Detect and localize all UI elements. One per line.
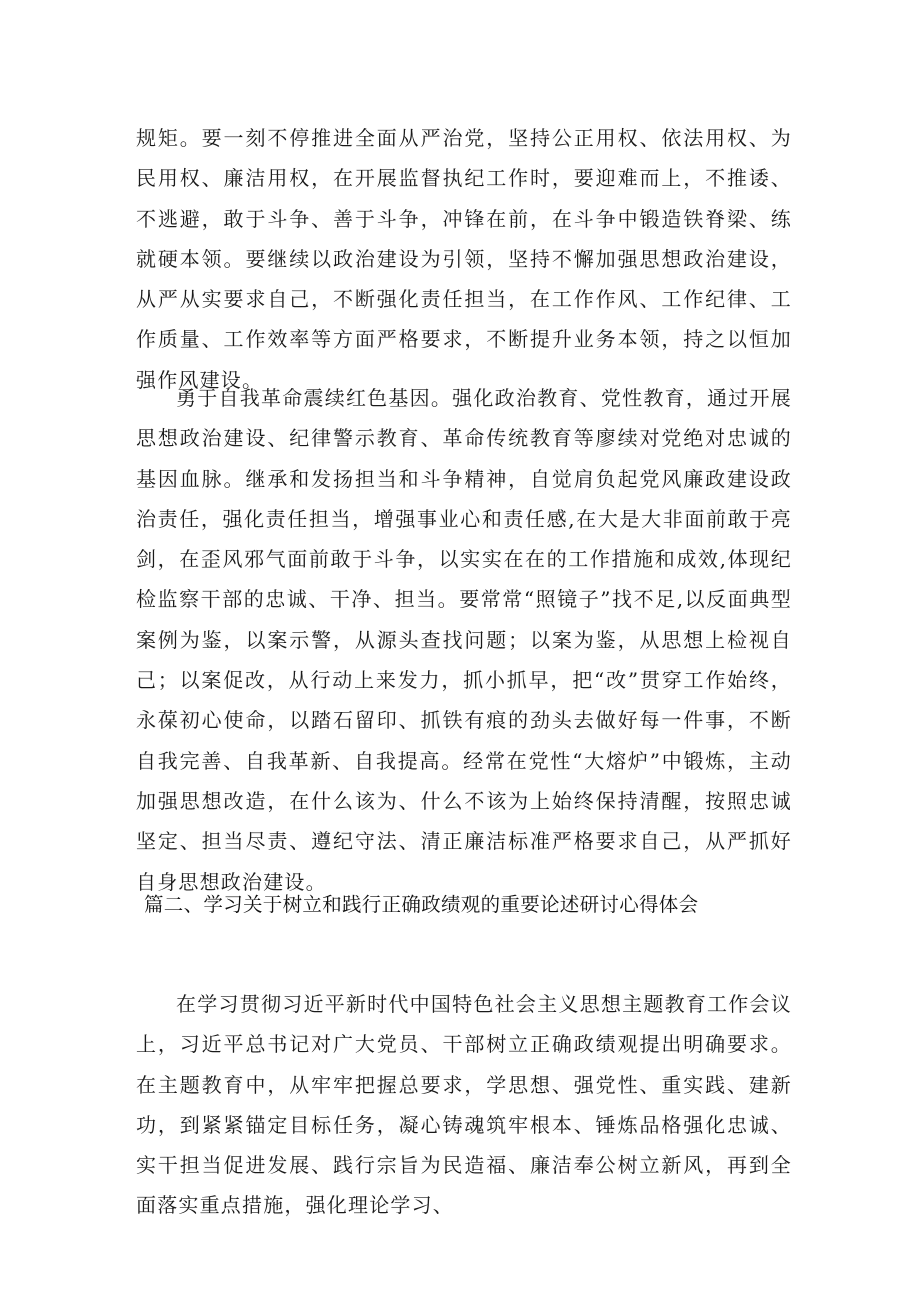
body-paragraph-2: 勇于自我革命震续红色基因。强化政治教育、党性教育，通过开展思想政治建设、纪律警示教育、革命传统教育等廖续对党绝对忠诚的基因血脉。继承和发扬担当和斗争精神，自觉肩负起党风廉政建设政治责任，强化责任担当，增强事业心和责任感,在大是大非面前敢于亮剑，在歪风邪气面前敢于斗争，以实实在在的工作措施和成效,体现纪检监察干部的忠诚、干净、担当。要常常“照镜子”找不足,以反面典型案例为鉴，以案示警，从源头查找问题；以案为鉴，从思想上检视自己；以案促改，从行动上来发力，抓小抓早，把“改”贯穿工作始终，永葆初心使命，以踏石留印、抓铁有痕的劲头去做好每一件事，不断自我完善、自我革新、自我提高。经常在党性“大熔炉”中锻炼，主动加强思想改造，在什么该为、什么不该为上始终保持清醒，按照忠诚坚定、担当尽责、遵纪守法、清正廉洁标准严格要求自己，从严抓好自身思想政治建设。: [136, 386, 792, 894]
section-heading: 篇二、学习关于树立和践行正确政绩观的重要论述研讨心得体会: [144, 893, 699, 916]
body-paragraph-1: 规矩。要一刻不停推进全面从严治党，坚持公正用权、依法用权、为民用权、廉洁用权，在开展监督执纪工作时，要迎难而上，不推诿、不逃避，敢于斗争、善于斗争，冲锋在前，在斗争中锻造铁脊梁、练就硬本领。要继续以政治建设为引领，坚持不懈加强思想政治建设，从严从实要求自己，不断强化责任担当，在工作作风、工作纪律、工作质量、工作效率等方面严格要求，不断提升业务本领，持之以恒加强作风建设。: [136, 126, 792, 392]
body-paragraph-3: 在学习贯彻习近平新时代中国特色社会主义思想主题教育工作会议上，习近平总书记对广大党员、干部树立正确政绩观提出明确要求。在主题教育中，从牢牢把握总要求，学思想、强党性、重实践、建新功，到紧紧锚定目标任务，凝心铸魂筑牢根本、锤炼品格强化忠诚、实干担当促进发展、践行宗旨为民造福、廉洁奉公树立新风，再到全面落实重点措施，强化理论学习、: [136, 992, 792, 1218]
